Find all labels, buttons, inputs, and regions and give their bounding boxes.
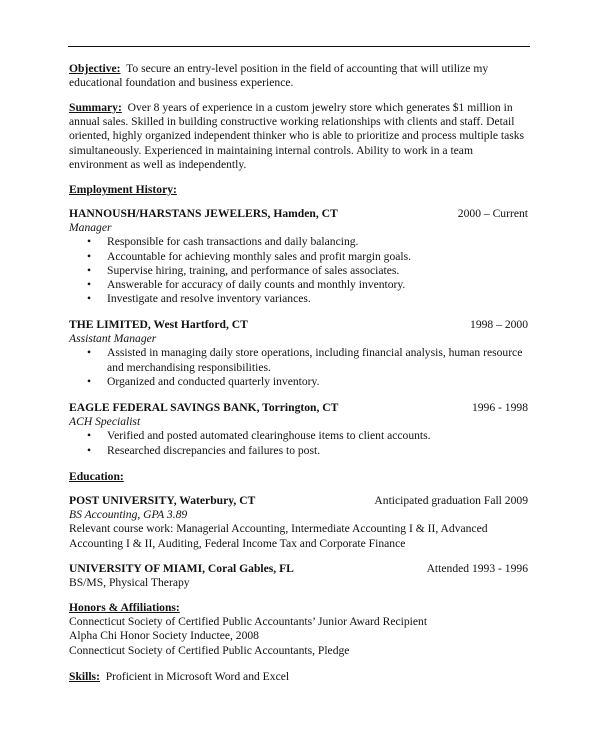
bullet-icon: • xyxy=(87,249,92,263)
job-employer: HANNOUSH/HARSTANS JEWELERS, Hamden, CT xyxy=(69,207,338,220)
duty-text: Accountable for achieving monthly sales and profit margin goals. xyxy=(107,249,412,263)
objective-label: Objective: xyxy=(69,62,121,75)
job-duties-list xyxy=(69,235,529,306)
honor-item: Alpha Chi Honor Society Inductee, 2008 xyxy=(69,629,259,643)
top-divider xyxy=(68,46,530,47)
bullet-icon: • xyxy=(87,346,92,360)
school-entry xyxy=(69,494,529,551)
school-dates: Attended 1993 - 1996 xyxy=(426,562,528,575)
job-duties-list xyxy=(69,346,529,389)
education-section xyxy=(69,470,529,484)
education-heading: Education: xyxy=(69,470,124,483)
school-entry xyxy=(69,562,529,590)
list-item xyxy=(69,278,529,292)
duty-text: Investigate and resolve inventory variances. xyxy=(107,292,311,306)
duty-text: Supervise hiring, training, and performance of sales associates. xyxy=(107,263,400,277)
job-title: Manager xyxy=(69,221,112,235)
honor-item: Connecticut Society of Certified Public Accountants’ Junior Award Recipient xyxy=(69,615,428,629)
job-entry xyxy=(69,318,529,389)
bullet-icon: • xyxy=(87,374,92,388)
job-dates: 1996 - 1998 xyxy=(471,401,528,414)
job-dates: 1998 – 2000 xyxy=(470,318,528,331)
school-name: POST UNIVERSITY, Waterbury, CT xyxy=(69,494,256,507)
job-entry xyxy=(69,207,529,306)
bullet-icon: • xyxy=(87,429,92,443)
job-dates: 2000 – Current xyxy=(457,207,528,220)
school-degree: BS Accounting, GPA 3.89 xyxy=(69,508,188,522)
job-duties-list xyxy=(69,429,529,457)
bullet-icon: • xyxy=(87,443,92,457)
summary-label: Summary: xyxy=(69,101,122,114)
objective-text: To secure an entry-level position in the field of accounting that will utilize my educational foundation and business experience. xyxy=(69,62,489,90)
honors-section xyxy=(69,601,529,658)
duty-text: Verified and posted automated clearinghouse items to client accounts. xyxy=(107,429,431,443)
job-employer: EAGLE FEDERAL SAVINGS BANK, Torrington, CT xyxy=(69,401,339,414)
duty-text: Answerable for accuracy of daily counts and monthly inventory. xyxy=(107,278,406,292)
duty-text: Assisted in managing daily store operations, including financial analysis, human resource and merchandising responsibilities. xyxy=(107,346,523,374)
objective-section xyxy=(69,62,529,90)
list-item xyxy=(69,235,529,249)
school-dates: Anticipated graduation Fall 2009 xyxy=(374,494,528,507)
job-title: Assistant Manager xyxy=(69,332,157,346)
duty-text: Responsible for cash transactions and daily balancing. xyxy=(107,235,359,249)
bullet-icon: • xyxy=(87,278,92,292)
honor-item: Connecticut Society of Certified Public Accountants, Pledge xyxy=(69,643,350,657)
school-degree: BS/MS, Physical Therapy xyxy=(69,576,190,590)
job-entry xyxy=(69,401,529,458)
duty-text: Researched discrepancies and failures to post. xyxy=(107,443,321,457)
list-item xyxy=(69,444,529,458)
bullet-icon: • xyxy=(87,235,92,249)
honors-heading: Honors & Affiliations: xyxy=(69,601,180,614)
job-title: ACH Specialist xyxy=(69,415,141,429)
bullet-icon: • xyxy=(87,263,92,277)
school-name: UNIVERSITY OF MIAMI, Coral Gables, FL xyxy=(69,562,294,575)
bullet-icon: • xyxy=(87,292,92,306)
list-item xyxy=(69,346,529,374)
summary-text: Over 8 years of experience in a custom jewelry store which generates $1 million in annual sales. Skilled in building constructive working relationships with clients and staff. Detail oriented, highly organized independent thinker who is able to prioritize and process multiple tasks simultaneously. Experienced in maintaining internal controls. Ability to work in a team environment as well as independently. xyxy=(69,101,525,171)
list-item xyxy=(69,375,529,389)
employment-section xyxy=(69,183,529,197)
list-item xyxy=(69,292,529,306)
skills-section xyxy=(69,670,529,684)
list-item xyxy=(69,429,529,443)
list-item xyxy=(69,264,529,278)
job-employer: THE LIMITED, West Hartford, CT xyxy=(69,318,248,331)
list-item xyxy=(69,250,529,264)
duty-text: Organized and conducted quarterly inventory. xyxy=(107,374,320,388)
summary-section xyxy=(69,101,529,172)
employment-heading: Employment History: xyxy=(69,183,177,196)
skills-label: Skills: xyxy=(69,670,100,683)
skills-text: Proficient in Microsoft Word and Excel xyxy=(105,670,290,683)
school-coursework: Relevant course work: Managerial Accounting, Intermediate Accounting I & II, Advanced Accounting I & II, Auditing, Federal Income Tax and Corporate Finance xyxy=(69,522,488,550)
